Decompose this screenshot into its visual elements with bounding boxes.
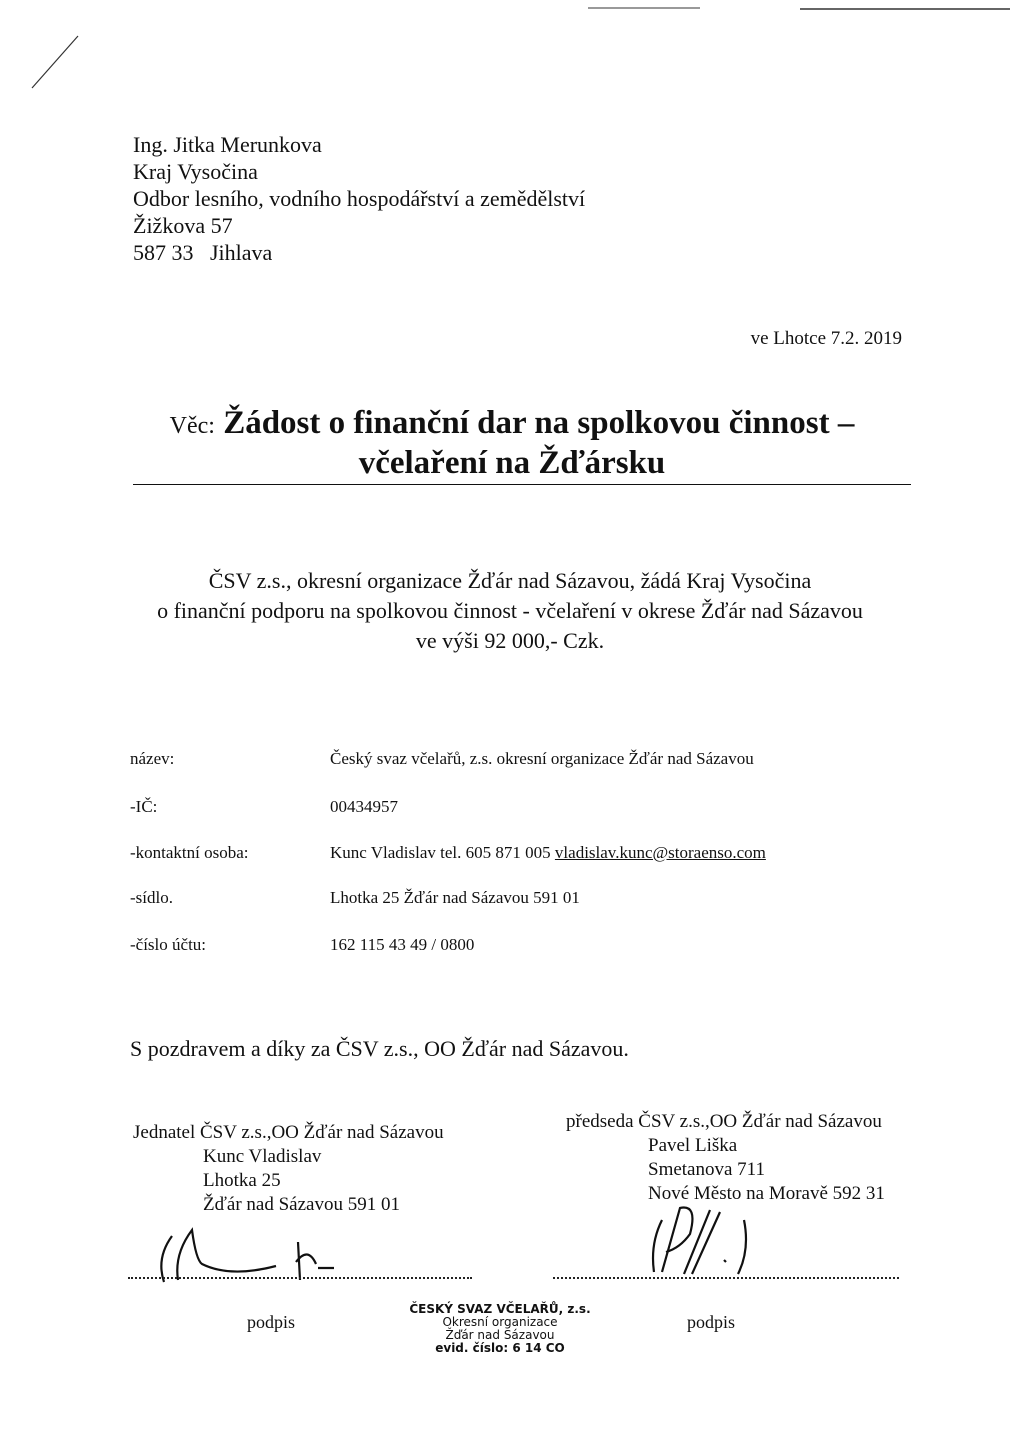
right-street: Smetanova 711 xyxy=(648,1159,765,1180)
subject-line-1 xyxy=(0,405,1024,442)
intro-paragraph xyxy=(110,566,910,656)
recipient-address xyxy=(133,131,585,266)
recipient-city-line xyxy=(133,239,585,266)
intro-line-1: ČSV z.s., okresní organizace Žďár nad Sázavou, žádá Kraj Vysočina xyxy=(208,568,812,593)
left-name: Kunc Vladislav xyxy=(203,1146,322,1167)
detail-value-seat: Lhotka 25 Žďár nad Sázavou 591 01 xyxy=(330,888,580,907)
organization-stamp xyxy=(400,1303,600,1355)
subject-divider xyxy=(133,484,911,485)
left-street: Lhotka 25 xyxy=(203,1170,281,1191)
closing-line: S pozdravem a díky za ČSV z.s., OO Žďár nad Sázavou. xyxy=(130,1036,629,1061)
contact-email-link[interactable]: vladislav.kunc@storaenso.com xyxy=(554,843,766,862)
detail-label-contact: -kontaktní osoba: xyxy=(130,843,249,862)
detail-label-name: název: xyxy=(130,749,175,768)
recipient-region: Kraj Vysočina xyxy=(133,159,258,184)
stamp-line-1: ČESKÝ SVAZ VČELAŘŮ, z.s. xyxy=(409,1302,591,1316)
right-signature-caption: podpis xyxy=(687,1312,736,1332)
scan-artifacts xyxy=(0,0,1024,100)
detail-value-name: Český svaz včelařů, z.s. okresní organizace Žďár nad Sázavou xyxy=(330,749,754,768)
stamp-line-4: evid. číslo: 6 14 CO xyxy=(435,1341,565,1355)
left-signature-line xyxy=(128,1277,472,1279)
intro-line-3: ve výši 92 000,- Czk. xyxy=(415,628,605,653)
contact-text: Kunc Vladislav tel. 605 871 005 xyxy=(330,843,551,862)
subject-text-1: Žádost o finanční dar na spolkovou činnost – xyxy=(223,405,855,441)
recipient-department: Odbor lesního, vodního hospodářství a zemědělství xyxy=(133,186,586,211)
left-city: Žďár nad Sázavou 591 01 xyxy=(203,1194,400,1215)
detail-label-account: -číslo účtu: xyxy=(130,935,207,954)
letter-date: ve Lhotce 7.2. 2019 xyxy=(750,328,902,349)
right-name: Pavel Liška xyxy=(648,1135,738,1156)
detail-value-account: 162 115 43 49 / 0800 xyxy=(330,935,475,954)
subject-prefix: Věc: xyxy=(169,413,215,439)
stamp-line-2: Okresní organizace xyxy=(442,1315,558,1329)
intro-line-2: o finanční podporu na spolkovou činnost - včelaření v okrese Žďár nad Sázavou xyxy=(157,598,863,623)
detail-label-ic: -IČ: xyxy=(130,797,158,816)
detail-value-contact xyxy=(330,843,766,863)
detail-label-seat: -sídlo. xyxy=(130,888,173,907)
signature-block-left xyxy=(133,1121,444,1217)
detail-value-ic: 00434957 xyxy=(330,797,398,816)
left-signature-caption: podpis xyxy=(247,1312,296,1332)
recipient-name: Ing. Jitka Merunkova xyxy=(133,132,322,157)
subject-text-2: včelaření na Žďársku xyxy=(358,445,666,481)
right-role: předseda ČSV z.s.,OO Žďár nad Sázavou xyxy=(566,1111,882,1132)
right-handwritten-signature xyxy=(640,1190,780,1280)
recipient-postal-code: 587 33 xyxy=(133,240,194,265)
recipient-city: Jihlava xyxy=(210,240,273,265)
left-role: Jednatel ČSV z.s.,OO Žďár nad Sázavou xyxy=(133,1122,444,1143)
right-signature-line xyxy=(553,1277,899,1279)
right-city: Nové Město na Moravě 592 31 xyxy=(648,1183,885,1204)
recipient-street: Žižkova 57 xyxy=(133,213,233,238)
stamp-line-3: Žďár nad Sázavou xyxy=(445,1328,555,1342)
left-handwritten-signature xyxy=(150,1220,350,1290)
